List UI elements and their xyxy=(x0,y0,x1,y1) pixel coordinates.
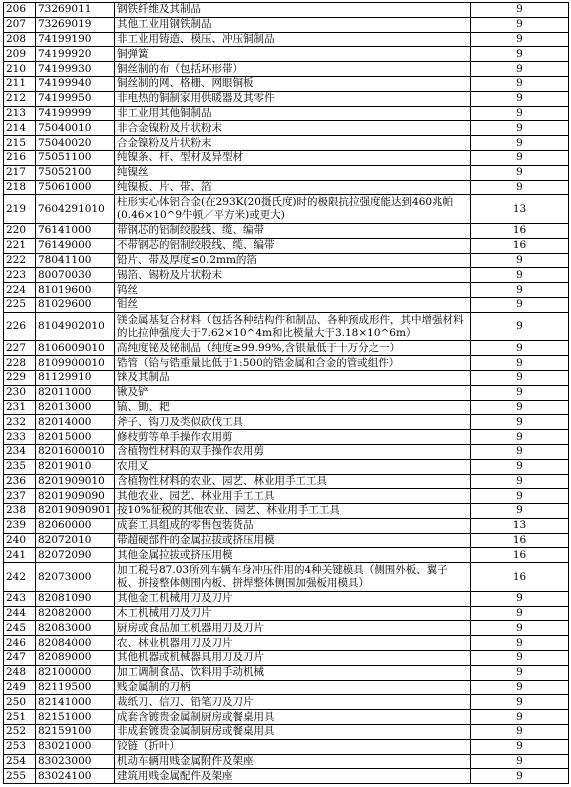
rate-cell: 9 xyxy=(471,180,569,195)
tariff-code-cell: 81129910 xyxy=(36,370,115,385)
row-number-cell: 225 xyxy=(4,297,36,312)
row-number-cell: 230 xyxy=(4,385,36,400)
row-number-cell: 240 xyxy=(4,533,36,548)
row-number-cell: 209 xyxy=(4,47,36,62)
description-cell: 厨房或食品加工机器用刀及刀片 xyxy=(115,621,471,636)
description-cell: 非合金镍粉及片状粉末 xyxy=(115,121,471,136)
row-number-cell: 227 xyxy=(4,341,36,356)
row-number-cell: 235 xyxy=(4,459,36,474)
description-cell: 锆管（铪与锆重量比低于1:500的锆金属和合金的管或组件） xyxy=(115,356,471,371)
table-row xyxy=(4,769,569,784)
description-cell: 贱金属制的刀柄 xyxy=(115,680,471,695)
tariff-code-cell: 82151000 xyxy=(36,710,115,725)
table-row xyxy=(4,180,569,195)
table-row xyxy=(4,121,569,136)
tariff-code-cell: 75040010 xyxy=(36,121,115,136)
description-cell: 裁纸刀、信刀、铅笔刀及刀片 xyxy=(115,695,471,710)
description-cell: 加工调制食品、饮料用手动机械 xyxy=(115,665,471,680)
description-cell: 铰链（折叶） xyxy=(115,739,471,754)
rate-cell: 9 xyxy=(471,400,569,415)
tariff-code-cell: 82011000 xyxy=(36,385,115,400)
tariff-code-cell: 74199930 xyxy=(36,62,115,77)
row-number-cell: 228 xyxy=(4,356,36,371)
rate-cell: 9 xyxy=(471,3,569,18)
row-number-cell: 215 xyxy=(4,136,36,151)
description-cell: 钢铁纤维及其制品 xyxy=(115,3,471,18)
description-cell: 修枝剪等单手操作农用剪 xyxy=(115,430,471,445)
row-number-cell: 236 xyxy=(4,474,36,489)
row-number-cell: 211 xyxy=(4,76,36,91)
rate-cell: 9 xyxy=(471,430,569,445)
tariff-code-cell: 76149000 xyxy=(36,238,115,253)
description-cell: 带钢芯的铝制绞股线、缆、编带 xyxy=(115,223,471,238)
description-cell: 镐、锄、耙 xyxy=(115,400,471,415)
tariff-code-cell: 74199950 xyxy=(36,91,115,106)
row-number-cell: 244 xyxy=(4,606,36,621)
rate-cell: 9 xyxy=(471,32,569,47)
table-row xyxy=(4,17,569,32)
table-row xyxy=(4,504,569,519)
row-number-cell: 231 xyxy=(4,400,36,415)
table-row xyxy=(4,444,569,459)
rate-cell: 9 xyxy=(471,710,569,725)
table-row xyxy=(4,680,569,695)
tariff-code-cell: 8201909010 xyxy=(36,474,115,489)
row-number-cell: 239 xyxy=(4,518,36,533)
rate-cell: 9 xyxy=(471,165,569,180)
tariff-code-cell: 82013000 xyxy=(36,400,115,415)
tariff-code-cell: 8109900010 xyxy=(36,356,115,371)
tariff-code-cell: 74199940 xyxy=(36,76,115,91)
tariff-code-cell: 82060000 xyxy=(36,518,115,533)
tariff-code-cell: 74199920 xyxy=(36,47,115,62)
row-number-cell: 243 xyxy=(4,591,36,606)
rate-cell: 9 xyxy=(471,415,569,430)
table-row xyxy=(4,415,569,430)
row-number-cell: 249 xyxy=(4,680,36,695)
row-number-cell: 246 xyxy=(4,636,36,651)
table-row xyxy=(4,489,569,504)
description-cell: 非工业用其他铜制品 xyxy=(115,106,471,121)
description-cell: 其他农业、园艺、林业用手工工具 xyxy=(115,489,471,504)
table-row xyxy=(4,739,569,754)
description-cell: 建筑用贱金属配件及架座 xyxy=(115,769,471,784)
rate-cell: 16 xyxy=(471,548,569,563)
table-row xyxy=(4,518,569,533)
row-number-cell: 250 xyxy=(4,695,36,710)
rate-cell: 9 xyxy=(471,47,569,62)
description-cell: 铼及其制品 xyxy=(115,370,471,385)
rate-cell: 9 xyxy=(471,695,569,710)
table-row xyxy=(4,283,569,298)
table-row xyxy=(4,400,569,415)
description-cell: 带超硬部件的金属拉拔或挤压用模 xyxy=(115,533,471,548)
tariff-code-cell: 73269011 xyxy=(36,3,115,18)
table-row xyxy=(4,268,569,283)
description-cell: 铅片、带及厚度≤0.2mm的箔 xyxy=(115,253,471,268)
tariff-code-cell: 82072090 xyxy=(36,548,115,563)
description-cell: 合金镍粉及片状粉末 xyxy=(115,136,471,151)
table-row xyxy=(4,665,569,680)
rate-cell: 9 xyxy=(471,268,569,283)
tariff-code-cell: 82141000 xyxy=(36,695,115,710)
description-cell: 钼丝 xyxy=(115,297,471,312)
table-row xyxy=(4,195,569,224)
table-row xyxy=(4,548,569,563)
rate-cell: 9 xyxy=(471,636,569,651)
rate-cell: 9 xyxy=(471,385,569,400)
rate-cell: 9 xyxy=(471,725,569,740)
row-number-cell: 247 xyxy=(4,651,36,666)
table-row xyxy=(4,253,569,268)
tariff-code-cell: 74199190 xyxy=(36,32,115,47)
table-row xyxy=(4,606,569,621)
row-number-cell: 234 xyxy=(4,444,36,459)
rate-cell: 9 xyxy=(471,341,569,356)
description-cell: 其他工业用钢铁制品 xyxy=(115,17,471,32)
tariff-code-cell: 8201600010 xyxy=(36,444,115,459)
row-number-cell: 208 xyxy=(4,32,36,47)
rate-cell: 9 xyxy=(471,136,569,151)
table-row xyxy=(4,47,569,62)
table-row xyxy=(4,91,569,106)
description-cell: 非成套镀贵金属制厨房或餐桌用具 xyxy=(115,725,471,740)
description-cell: 其他机器或机械器具用刀及刀片 xyxy=(115,651,471,666)
row-number-cell: 217 xyxy=(4,165,36,180)
row-number-cell: 207 xyxy=(4,17,36,32)
description-cell: 加工税号87.03所列车辆车身冲压件用的4种关键模具（侧围外板、翼子板、拼接整体侧围内板、拼焊整体侧围加强板用模具） xyxy=(115,563,471,592)
rate-cell: 9 xyxy=(471,91,569,106)
description-cell: 镁金属基复合材料（包括各种结构件和制品、各种预成形件，其中增强材料的比拉伸强度大于7.62×10^4m和比模量大于3.18×10^6m） xyxy=(115,312,471,341)
table-row xyxy=(4,533,569,548)
rate-cell: 9 xyxy=(471,769,569,784)
tariff-code-cell: 82083000 xyxy=(36,621,115,636)
row-number-cell: 253 xyxy=(4,739,36,754)
table-row xyxy=(4,459,569,474)
tariff-code-cell: 8104902010 xyxy=(36,312,115,341)
row-number-cell: 213 xyxy=(4,106,36,121)
rate-cell: 9 xyxy=(471,680,569,695)
tariff-code-cell: 80070030 xyxy=(36,268,115,283)
description-cell: 非工业用铸造、模压、冲压铜制品 xyxy=(115,32,471,47)
row-number-cell: 248 xyxy=(4,665,36,680)
tariff-code-cell: 82015000 xyxy=(36,430,115,445)
tariff-code-cell: 81019600 xyxy=(36,283,115,298)
rate-cell: 16 xyxy=(471,238,569,253)
rate-cell: 9 xyxy=(471,606,569,621)
tariff-code-cell: 83024100 xyxy=(36,769,115,784)
rate-cell: 9 xyxy=(471,283,569,298)
row-number-cell: 251 xyxy=(4,710,36,725)
table-row xyxy=(4,651,569,666)
table-row xyxy=(4,297,569,312)
row-number-cell: 242 xyxy=(4,563,36,592)
tariff-code-cell: 82089000 xyxy=(36,651,115,666)
rate-cell: 9 xyxy=(471,356,569,371)
rate-cell: 13 xyxy=(471,518,569,533)
row-number-cell: 226 xyxy=(4,312,36,341)
description-cell: 柱形实心体铝合金(在293K(20摄氏度)时的极限抗拉强度能达到460兆帕(0.46×10^9牛顿／平方米)或更大) xyxy=(115,195,471,224)
description-cell: 成套含镀贵金属制厨房或餐桌用具 xyxy=(115,710,471,725)
rate-cell: 9 xyxy=(471,312,569,341)
description-cell: 其他金属拉拔或挤压用模 xyxy=(115,548,471,563)
tariff-code-cell: 82082000 xyxy=(36,606,115,621)
rate-cell: 9 xyxy=(471,121,569,136)
row-number-cell: 255 xyxy=(4,769,36,784)
table-row xyxy=(4,62,569,77)
row-number-cell: 218 xyxy=(4,180,36,195)
rate-cell: 9 xyxy=(471,651,569,666)
description-cell: 非电热的铜制家用供暖器及其零件 xyxy=(115,91,471,106)
rate-cell: 16 xyxy=(471,563,569,592)
table-row xyxy=(4,106,569,121)
tariff-code-cell: 82019090901 xyxy=(36,504,115,519)
table-row xyxy=(4,591,569,606)
tariff-code-cell: 82084000 xyxy=(36,636,115,651)
row-number-cell: 245 xyxy=(4,621,36,636)
tariff-code-cell: 82019010 xyxy=(36,459,115,474)
tariff-code-cell: 76141000 xyxy=(36,223,115,238)
rate-cell: 9 xyxy=(471,591,569,606)
tariff-code-cell: 82119500 xyxy=(36,680,115,695)
description-cell: 斧子、钩刀及类似砍伐工具 xyxy=(115,415,471,430)
description-cell: 纯镍板、片、带、箔 xyxy=(115,180,471,195)
table-row xyxy=(4,238,569,253)
description-cell: 木工机械用刀及刀片 xyxy=(115,606,471,621)
description-cell: 农用叉 xyxy=(115,459,471,474)
description-cell: 钨丝 xyxy=(115,283,471,298)
table-row xyxy=(4,3,569,18)
row-number-cell: 241 xyxy=(4,548,36,563)
tariff-code-cell: 82072010 xyxy=(36,533,115,548)
table-row xyxy=(4,356,569,371)
row-number-cell: 233 xyxy=(4,430,36,445)
rate-cell: 9 xyxy=(471,106,569,121)
rate-cell: 16 xyxy=(471,223,569,238)
table-row xyxy=(4,474,569,489)
row-number-cell: 206 xyxy=(4,3,36,18)
rate-cell: 9 xyxy=(471,754,569,769)
row-number-cell: 212 xyxy=(4,91,36,106)
description-cell: 高纯度铋及铋制品（纯度≥99.99%,含银量低于十万分之一） xyxy=(115,341,471,356)
rate-cell: 9 xyxy=(471,489,569,504)
table-row xyxy=(4,621,569,636)
table-row xyxy=(4,725,569,740)
description-cell: 机动车辆用贱金属附件及架座 xyxy=(115,754,471,769)
rate-cell: 13 xyxy=(471,195,569,224)
table-row xyxy=(4,76,569,91)
row-number-cell: 216 xyxy=(4,150,36,165)
row-number-cell: 210 xyxy=(4,62,36,77)
description-cell: 农、林业机器用刀及刀片 xyxy=(115,636,471,651)
rate-cell: 9 xyxy=(471,76,569,91)
table-row xyxy=(4,312,569,341)
table-row xyxy=(4,636,569,651)
rate-cell: 9 xyxy=(471,62,569,77)
table-row xyxy=(4,165,569,180)
tariff-code-cell: 83021000 xyxy=(36,739,115,754)
row-number-cell: 220 xyxy=(4,223,36,238)
rate-cell: 9 xyxy=(471,504,569,519)
rate-cell: 9 xyxy=(471,17,569,32)
rate-cell: 9 xyxy=(471,739,569,754)
table-row xyxy=(4,754,569,769)
rate-cell: 9 xyxy=(471,621,569,636)
rate-cell: 16 xyxy=(471,533,569,548)
table-row xyxy=(4,32,569,47)
tariff-code-cell: 82014000 xyxy=(36,415,115,430)
rate-cell: 9 xyxy=(471,665,569,680)
row-number-cell: 238 xyxy=(4,504,36,519)
table-row xyxy=(4,710,569,725)
description-cell: 含植物性材料的农业、园艺、林业用手工工具 xyxy=(115,474,471,489)
tariff-code-cell: 82073000 xyxy=(36,563,115,592)
tariff-code-cell: 82159100 xyxy=(36,725,115,740)
row-number-cell: 214 xyxy=(4,121,36,136)
table-row xyxy=(4,223,569,238)
tariff-code-cell: 82081090 xyxy=(36,591,115,606)
tariff-table-body xyxy=(4,3,569,784)
description-cell: 纯镍丝 xyxy=(115,165,471,180)
rate-cell: 9 xyxy=(471,444,569,459)
tariff-code-cell: 8106009010 xyxy=(36,341,115,356)
description-cell: 按10%征税的其他农业、园艺、林业用手工工具 xyxy=(115,504,471,519)
description-cell: 铜丝制的布（包括环形带） xyxy=(115,62,471,77)
rate-cell: 9 xyxy=(471,253,569,268)
description-cell: 不带钢芯的铝制绞股线、缆、编带 xyxy=(115,238,471,253)
tariff-code-cell: 7604291010 xyxy=(36,195,115,224)
tariff-code-cell: 73269019 xyxy=(36,17,115,32)
row-number-cell: 229 xyxy=(4,370,36,385)
table-row xyxy=(4,136,569,151)
tariff-code-cell: 75052100 xyxy=(36,165,115,180)
description-cell: 其他金工机械用刀及刀片 xyxy=(115,591,471,606)
row-number-cell: 232 xyxy=(4,415,36,430)
row-number-cell: 237 xyxy=(4,489,36,504)
rate-cell: 9 xyxy=(471,459,569,474)
table-row xyxy=(4,370,569,385)
rate-cell: 9 xyxy=(471,297,569,312)
description-cell: 成套工具组成的零售包装货品 xyxy=(115,518,471,533)
table-row xyxy=(4,150,569,165)
table-row xyxy=(4,563,569,592)
row-number-cell: 254 xyxy=(4,754,36,769)
description-cell: 纯镍条、杆、型材及异型材 xyxy=(115,150,471,165)
tariff-code-cell: 75051100 xyxy=(36,150,115,165)
table-row xyxy=(4,385,569,400)
rate-cell: 9 xyxy=(471,370,569,385)
tariff-code-cell: 82100000 xyxy=(36,665,115,680)
row-number-cell: 252 xyxy=(4,725,36,740)
description-cell: 铜弹簧 xyxy=(115,47,471,62)
row-number-cell: 223 xyxy=(4,268,36,283)
description-cell: 锹及铲 xyxy=(115,385,471,400)
row-number-cell: 224 xyxy=(4,283,36,298)
rate-cell: 9 xyxy=(471,474,569,489)
description-cell: 含植物性材料的双手操作农用剪 xyxy=(115,444,471,459)
tariff-code-cell: 8201909090 xyxy=(36,489,115,504)
table-row xyxy=(4,695,569,710)
row-number-cell: 221 xyxy=(4,238,36,253)
table-row xyxy=(4,341,569,356)
rate-cell: 9 xyxy=(471,150,569,165)
tariff-code-cell: 75061000 xyxy=(36,180,115,195)
tariff-code-cell: 74199999 xyxy=(36,106,115,121)
tariff-code-cell: 81029600 xyxy=(36,297,115,312)
description-cell: 铜丝制的网、格栅、网眼铜板 xyxy=(115,76,471,91)
tariff-table xyxy=(3,2,569,784)
tariff-code-cell: 83023000 xyxy=(36,754,115,769)
row-number-cell: 222 xyxy=(4,253,36,268)
description-cell: 锡箔、锡粉及片状粉末 xyxy=(115,268,471,283)
tariff-code-cell: 75040020 xyxy=(36,136,115,151)
table-row xyxy=(4,430,569,445)
row-number-cell: 219 xyxy=(4,195,36,224)
tariff-code-cell: 78041100 xyxy=(36,253,115,268)
